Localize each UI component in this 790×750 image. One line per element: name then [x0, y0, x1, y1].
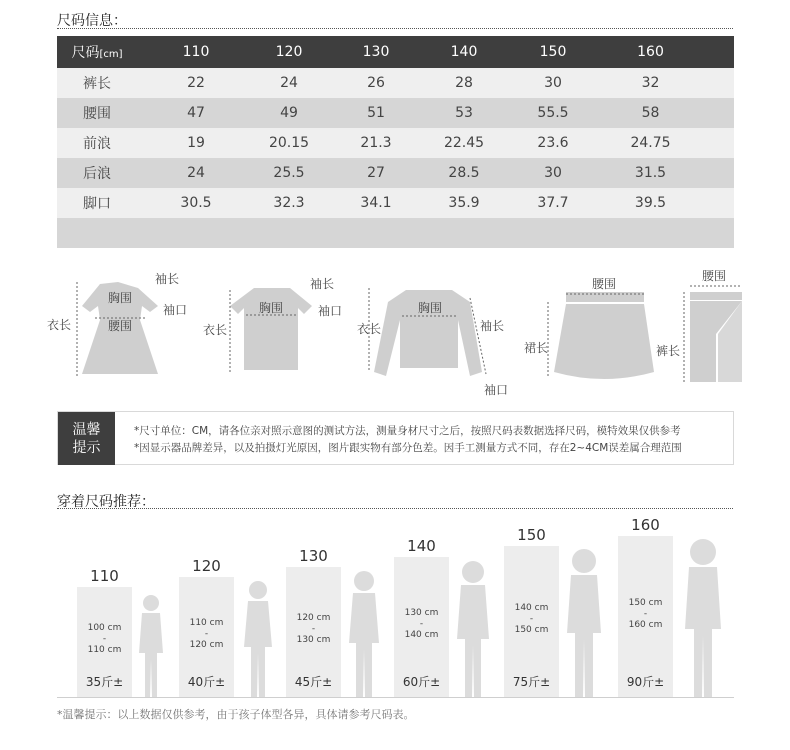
- rec-height-range: 100 cm - 110 cm: [87, 623, 122, 655]
- skirt-length-label: 裙长: [524, 341, 549, 355]
- row-label: 腰围: [83, 106, 111, 122]
- dress-cuff-label: 袖口: [163, 303, 188, 317]
- tip-badge: [58, 412, 115, 465]
- header-cell: 150: [539, 44, 567, 60]
- table-cell: 39.5: [634, 195, 667, 211]
- sweater-sleeve-label: 袖长: [480, 319, 505, 333]
- table-cell: 30: [544, 75, 562, 91]
- child-silhouette-icon: [683, 537, 723, 697]
- row-label: 脚口: [83, 196, 111, 212]
- header-size-label: 尺码[cm]: [71, 45, 123, 61]
- dress-waist-label: 腰围: [108, 319, 133, 333]
- child-silhouette-icon: [347, 569, 381, 697]
- table-cell: 19: [187, 135, 205, 151]
- rec-height-range: 140 cm - 150 cm: [514, 603, 549, 635]
- table-cell: 26: [367, 75, 385, 91]
- recommend-baseline: [57, 697, 734, 698]
- rec-weight: 45斤±: [294, 675, 333, 689]
- row-label: 前浪: [83, 136, 111, 152]
- table-cell: 37.7: [537, 195, 569, 211]
- table-cell: 20.15: [268, 135, 310, 151]
- header-cell: 120: [275, 44, 303, 60]
- rec-height-range: 120 cm - 130 cm: [296, 613, 331, 645]
- table-row: [57, 68, 734, 98]
- dress-length-label: 衣长: [47, 318, 72, 332]
- rec-size-label: 130: [299, 547, 328, 565]
- table-row: [57, 188, 734, 218]
- header-cell: 140: [450, 44, 478, 60]
- rec-weight: 35斤±: [85, 675, 124, 689]
- title-divider: [57, 28, 733, 29]
- table-cell: 35.9: [448, 195, 480, 211]
- child-silhouette-icon: [137, 593, 165, 697]
- sweater-cuff-label: 袖口: [484, 383, 509, 397]
- child-silhouette-icon: [565, 547, 603, 697]
- table-cell: 21.3: [360, 135, 392, 151]
- rec-height-range: 150 cm - 160 cm: [628, 598, 663, 630]
- rec-size-label: 140: [407, 537, 436, 555]
- row-label: 后浪: [83, 166, 111, 182]
- sweater-chest-label: 胸围: [418, 301, 443, 315]
- row-label: 裤长: [83, 76, 111, 92]
- table-cell: 31.5: [634, 165, 667, 181]
- dress-diagram: [47, 271, 187, 377]
- table-cell: 25.5: [273, 165, 305, 181]
- tip-line2: *因显示器品牌差异，以及拍摄灯光原因，图片跟实物有部分色差。因手工测量方式不同，存在2~4CM误差属合理范围: [134, 442, 682, 454]
- footnote: *温馨提示：以上数据仅供参考，由于孩子体型各异，具体请参考尺码表。: [57, 708, 415, 721]
- rec-height-range: 130 cm - 140 cm: [404, 608, 439, 640]
- table-cell: 24.75: [630, 135, 671, 151]
- table-row: [57, 98, 734, 128]
- tshirt-sleeve-label: 袖长: [310, 277, 335, 291]
- table-cell: 22: [187, 75, 205, 91]
- table-cell: 55.5: [537, 105, 569, 121]
- table-cell: 30.5: [180, 195, 212, 211]
- table-cell: 23.6: [537, 135, 569, 151]
- measurement-diagrams: [0, 262, 790, 402]
- table-cell: 34.1: [360, 195, 392, 211]
- table-cell: 47: [187, 105, 205, 121]
- recommend-title: 穿着尺码推荐：: [57, 494, 155, 510]
- rec-weight: 60斤±: [402, 675, 441, 689]
- dress-chest-label: 胸围: [108, 291, 133, 305]
- table-cell: 24: [280, 75, 298, 91]
- skirt-waist-label: 腰围: [592, 277, 617, 291]
- child-silhouette-icon: [242, 579, 274, 697]
- size-table: [57, 36, 734, 248]
- header-cell: 130: [362, 44, 390, 60]
- header-cell: 110: [182, 44, 210, 60]
- rec-weight: 90斤±: [626, 675, 665, 689]
- table-cell: 49: [280, 105, 298, 121]
- tshirt-cuff-label: 袖口: [318, 304, 343, 318]
- rec-weight: 40斤±: [187, 675, 226, 689]
- recommend-area: [57, 515, 734, 697]
- skirt-diagram: [524, 277, 654, 379]
- rec-size-label: 110: [90, 567, 119, 585]
- rec-height-range: 110 cm - 120 cm: [189, 618, 224, 650]
- tip-text: [134, 423, 682, 457]
- table-cell: 22.45: [443, 135, 485, 151]
- table-cell: 28: [455, 75, 473, 91]
- table-cell: 24: [187, 165, 205, 181]
- table-cell: 30: [544, 165, 562, 181]
- sweater-length-label: 衣长: [357, 322, 382, 336]
- pants-length-label: 裤长: [656, 344, 681, 358]
- tip-box: [57, 411, 734, 465]
- tip-badge-line2: 提示: [72, 439, 101, 456]
- table-cell: 32.3: [273, 195, 305, 211]
- pants-waist-label: 腰围: [702, 269, 727, 283]
- recommend-divider: [57, 508, 733, 509]
- table-empty-row: [57, 218, 734, 248]
- tip-line1: *尺寸单位：CM，请各位亲对照示意图的测试方法，测量身材尺寸之后，按照尺码表数据选择尺码，模特效果仅供参考: [134, 425, 681, 437]
- table-row: [57, 158, 734, 188]
- child-silhouette-icon: [455, 559, 491, 697]
- table-row: [57, 128, 734, 158]
- table-cell: 27: [367, 165, 385, 181]
- table-cell: 53: [455, 105, 473, 121]
- tshirt-chest-label: 胸围: [259, 301, 284, 315]
- size-info-title: 尺码信息：: [57, 13, 127, 29]
- rec-size-label: 150: [517, 526, 546, 544]
- table-cell: 32: [641, 75, 660, 91]
- table-cell: 51: [367, 105, 385, 121]
- table-header-row: [57, 36, 734, 68]
- sweater-diagram: [357, 288, 508, 397]
- header-cell: 160: [637, 44, 664, 60]
- tshirt-diagram: [203, 276, 342, 372]
- rec-size-label: 160: [631, 516, 660, 534]
- rec-size-label: 120: [192, 557, 221, 575]
- pants-diagram: [656, 269, 742, 382]
- table-cell: 58: [641, 105, 660, 121]
- dress-sleeve-label: 袖长: [155, 272, 180, 286]
- tip-badge-line1: 温馨: [72, 421, 101, 438]
- tshirt-length-label: 衣长: [203, 323, 228, 337]
- table-cell: 28.5: [448, 165, 480, 181]
- rec-weight: 75斤±: [512, 675, 551, 689]
